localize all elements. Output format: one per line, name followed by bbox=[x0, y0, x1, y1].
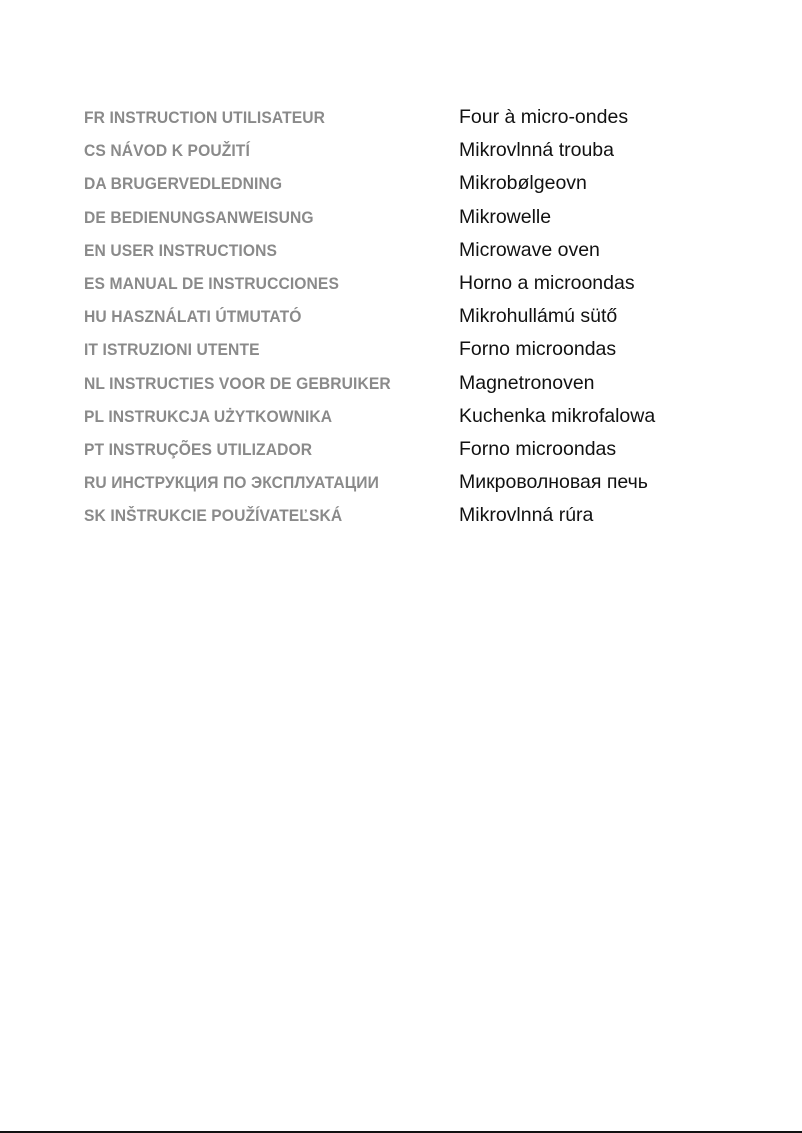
product-name-en: Microwave oven bbox=[459, 238, 600, 261]
language-row-cs bbox=[0, 133, 802, 166]
language-row-fr bbox=[0, 100, 802, 133]
language-row-sk bbox=[0, 498, 802, 531]
language-heading-ru: RU ИНСТРУКЦИЯ ПО ЭКСПЛУАТАЦИИ bbox=[84, 473, 379, 493]
product-name-es: Horno a microondas bbox=[459, 271, 635, 294]
language-row-da bbox=[0, 166, 802, 199]
product-name-nl: Magnetronoven bbox=[459, 371, 595, 394]
product-name-da: Mikrobølgeovn bbox=[459, 172, 587, 195]
language-heading-cs: CS NÁVOD K POUŽITÍ bbox=[84, 141, 250, 161]
language-row-de bbox=[0, 200, 802, 233]
product-name-pl: Kuchenka mikrofalowa bbox=[459, 404, 656, 427]
language-row-es bbox=[0, 266, 802, 299]
language-heading-it: IT ISTRUZIONI UTENTE bbox=[84, 340, 260, 360]
language-list bbox=[0, 100, 802, 531]
language-row-ru bbox=[0, 465, 802, 498]
language-heading-pl: PL INSTRUKCJA UŻYTKOWNIKA bbox=[84, 406, 333, 426]
language-row-pl bbox=[0, 399, 802, 432]
product-name-pt: Forno microondas bbox=[459, 437, 617, 460]
language-heading-da: DA BRUGERVEDLEDNING bbox=[84, 174, 283, 194]
product-name-ru: Микроволновая печь bbox=[459, 471, 648, 494]
language-heading-sk: SK INŠTRUKCIE POUŽÍVATEĽSKÁ bbox=[84, 506, 343, 526]
language-row-nl bbox=[0, 366, 802, 399]
language-row-pt bbox=[0, 432, 802, 465]
product-name-it: Forno microondas bbox=[459, 338, 617, 361]
product-name-cs: Mikrovlnná trouba bbox=[459, 139, 614, 162]
language-heading-es: ES MANUAL DE INSTRUCCIONES bbox=[84, 273, 339, 293]
product-name-fr: Four à micro-ondes bbox=[459, 106, 629, 128]
language-heading-de: DE BEDIENUNGSANWEISUNG bbox=[84, 207, 314, 227]
product-name-hu: Mikrohullámú sütő bbox=[459, 305, 618, 328]
product-name-sk: Mikrovlnná rúra bbox=[459, 504, 594, 527]
language-heading-fr: FR INSTRUCTION UTILISATEUR bbox=[84, 108, 326, 127]
language-heading-pt: PT INSTRUÇÕES UTILIZADOR bbox=[84, 439, 313, 459]
language-heading-en: EN USER INSTRUCTIONS bbox=[84, 240, 278, 260]
language-heading-nl: NL INSTRUCTIES VOOR DE GEBRUIKER bbox=[84, 373, 391, 393]
language-row-it bbox=[0, 332, 802, 365]
language-row-hu bbox=[0, 299, 802, 332]
product-name-de: Mikrowelle bbox=[459, 205, 552, 228]
language-row-en bbox=[0, 233, 802, 266]
language-heading-hu: HU HASZNÁLATI ÚTMUTATÓ bbox=[84, 307, 302, 327]
